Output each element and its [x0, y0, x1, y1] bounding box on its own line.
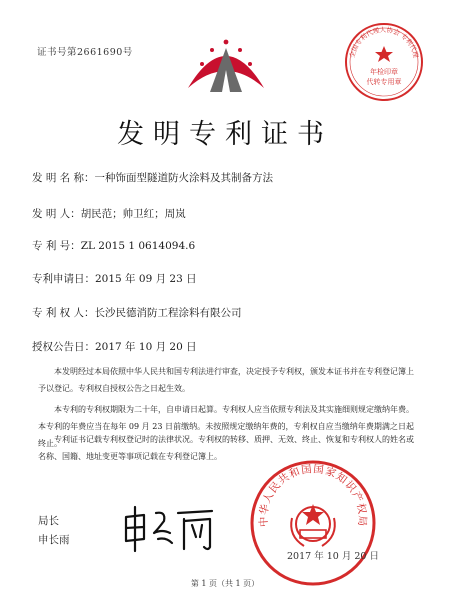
- field-label: 专 利 权 人：: [32, 307, 95, 319]
- signature-name: 申长雨: [38, 534, 70, 546]
- field-value: ZL 2015 1 0614094.6: [80, 240, 196, 252]
- certificate-title: 发明专利证书: [117, 119, 333, 150]
- body-paragraph-3: 专利证书记载专利权登记时的法律状况。专利权的转移、质押、无效、终止、恢复和专利权人的姓名或名称、国籍、地址变更等事项记载在专利登记簿上。: [38, 435, 414, 461]
- corner-seal-line-2: 代转专用章: [366, 78, 402, 86]
- page-number: 第 1 页（共 1 页）: [190, 579, 260, 588]
- signature-title: 局长: [38, 515, 59, 527]
- certificate-number: 证书号第2661690号: [37, 47, 133, 58]
- issue-date: 2017 年 10 月 20 日: [287, 551, 379, 562]
- body-paragraph-2: 本专利的专利权期限为二十年，自申请日起算。专利权人应当依照专利法及其实施细则规定缴纳年费。本专利的年费应当在每年 09 月 23 日前缴纳。未按照规定缴纳年费的，专利权自应当缴纳年费期满之日起终止。: [38, 405, 414, 448]
- corner-seal-line-1: 年检印章: [370, 68, 398, 76]
- body-paragraph-1: 本发明经过本局依照中华人民共和国专利法进行审查，决定授予专利权，颁发本证书并在专利登记簿上予以登记。专利权自授权公告之日起生效。: [38, 367, 414, 393]
- field-label: 发 明 人：: [32, 208, 81, 220]
- field-value: 2017 年 10 月 20 日: [95, 341, 197, 353]
- field-label: 授权公告日：: [32, 341, 95, 353]
- corner-seal-ring-text: 全国专利代理人协会 专利代理: [348, 25, 420, 59]
- field-value: 胡民范；帅卫红；周岚: [80, 208, 186, 220]
- field-inventors: [32, 206, 186, 221]
- agency-seal-icon: [342, 20, 426, 104]
- field-application-date: [32, 271, 197, 286]
- seal-ring-text: 中华人民共和国国家知识产权局: [257, 463, 369, 528]
- field-patent-number: [32, 238, 195, 253]
- field-value: 长沙民德消防工程涂料有限公司: [94, 307, 242, 319]
- field-patentee: [32, 305, 242, 320]
- field-label: 专 利 号：: [32, 240, 81, 252]
- field-invention-name: [32, 170, 273, 185]
- patent-office-emblem-icon: [186, 30, 266, 102]
- field-value: 2015 年 09 月 23 日: [95, 273, 197, 285]
- official-red-seal-icon: [248, 458, 378, 588]
- field-grant-date: [32, 339, 197, 354]
- handwritten-signature-icon: [118, 503, 218, 553]
- field-value: 一种饰面型隧道防火涂料及其制备方法: [94, 172, 274, 184]
- field-label: 发 明 名 称：: [32, 172, 95, 184]
- field-label: 专利申请日：: [32, 273, 95, 285]
